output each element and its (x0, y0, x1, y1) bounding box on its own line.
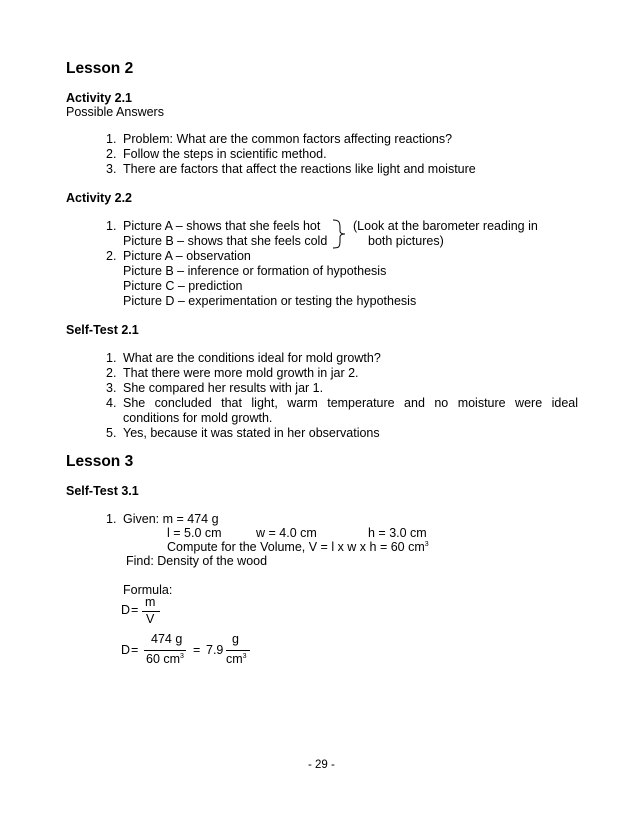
list-item-number: 1. (106, 512, 117, 526)
activity-2-2-heading: Activity 2.2 (66, 191, 133, 205)
list-item-continuation: conditions for mold growth. (123, 411, 273, 425)
calc-numerator: 474 g (151, 632, 183, 646)
picture-b-cold: Picture B – shows that she feels cold (123, 234, 328, 248)
calc-d: D (121, 643, 131, 657)
fraction-bar (144, 650, 186, 651)
formula-d: D (121, 603, 131, 617)
given-length: l = 5.0 cm (167, 526, 222, 540)
list-item: She compared her results with jar 1. (123, 381, 324, 395)
list-item-number: 1. (106, 351, 117, 365)
formula-denominator: V (146, 612, 155, 626)
list-item-number: 2. (106, 147, 117, 161)
find-density: Find: Density of the wood (126, 554, 268, 568)
calc-result-denominator: $cm^3$ (226, 652, 247, 666)
list-item-number: 2. (106, 366, 117, 380)
list-item-number: 2. (106, 249, 117, 263)
list-item: She concluded that light, warm temperature and no moisture were ideal (123, 396, 578, 410)
list-item-number: 3. (106, 162, 117, 176)
given-width: w = 4.0 cm (256, 526, 317, 540)
list-item-number: 1. (106, 132, 117, 146)
list-item-number: 4. (106, 396, 117, 410)
barometer-note-line-1: (Look at the barometer reading in (353, 219, 538, 233)
list-item: What are the conditions ideal for mold growth? (123, 351, 381, 365)
calc-equals-2: = (193, 643, 201, 657)
list-item-number: 3. (106, 381, 117, 395)
list-item: That there were more mold growth in jar 2. (123, 366, 359, 380)
list-item: Picture C – prediction (123, 279, 243, 293)
list-item: Picture A – observation (123, 249, 251, 263)
picture-a-hot: Picture A – shows that she feels hot (123, 219, 321, 233)
page-number: - 29 - (308, 759, 335, 771)
list-item: Picture B – inference or formation of hypothesis (123, 264, 387, 278)
list-item: Follow the steps in scientific method. (123, 147, 327, 161)
fraction-bar (226, 650, 250, 651)
lesson-2-title: Lesson 2 (66, 60, 134, 77)
formula-equals: = (131, 603, 139, 617)
list-item: Yes, because it was stated in her observations (123, 426, 380, 440)
compute-volume: Compute for the Volume, V = l x w x h = 60 $cm^3$ (167, 540, 429, 554)
given-mass: Given: m = 474 g (123, 512, 219, 526)
calc-result-numerator: g (232, 632, 239, 646)
list-item: Problem: What are the common factors affecting reactions? (123, 132, 453, 146)
activity-2-1-subheading: Possible Answers (66, 105, 164, 119)
self-test-3-1-heading: Self-Test 3.1 (66, 484, 139, 498)
given-height: h = 3.0 cm (368, 526, 427, 540)
formula-label: Formula: (123, 583, 173, 597)
curly-brace-icon (330, 218, 352, 250)
list-item-number: 5. (106, 426, 117, 440)
list-item-number: 1. (106, 219, 117, 233)
list-item: Picture D – experimentation or testing the hypothesis (123, 294, 417, 308)
calc-result: 7.9 (206, 643, 224, 657)
activity-2-1-heading: Activity 2.1 (66, 91, 133, 105)
calc-equals: = (131, 643, 139, 657)
formula-numerator: m (145, 595, 156, 609)
list-item: There are factors that affect the reactions like light and moisture (123, 162, 476, 176)
barometer-note-line-2: both pictures) (368, 234, 444, 248)
lesson-3-title: Lesson 3 (66, 453, 134, 470)
self-test-2-1-heading: Self-Test 2.1 (66, 323, 139, 337)
calc-denominator: 60 $cm^3$ (146, 652, 184, 666)
